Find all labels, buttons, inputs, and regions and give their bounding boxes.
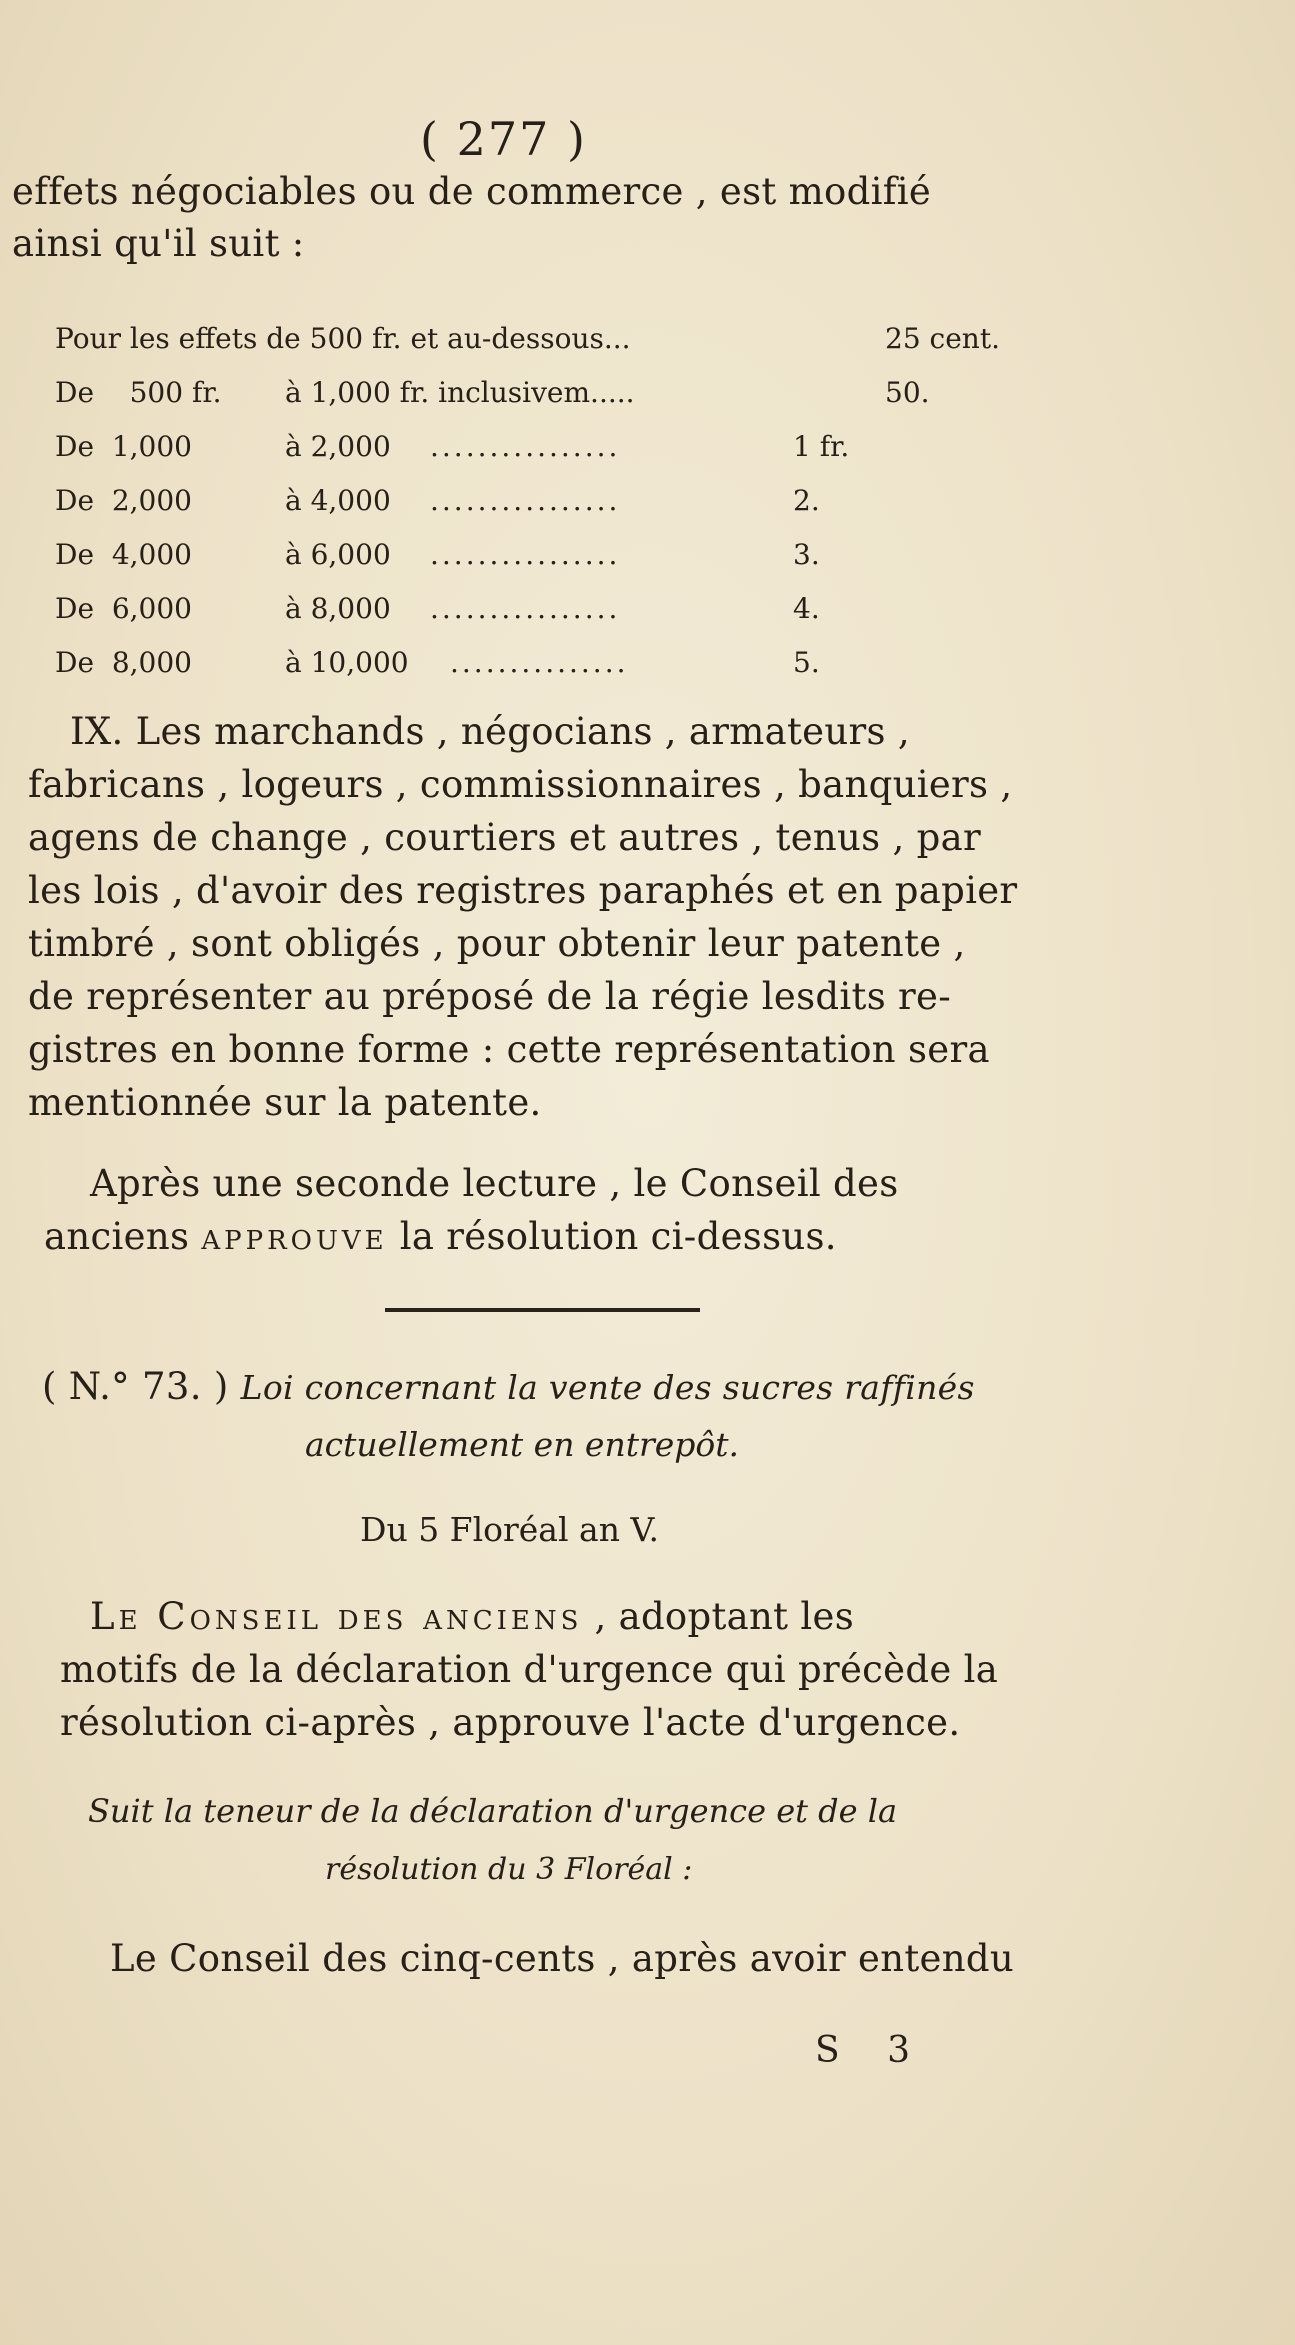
article-ix-line-3: agens de change , courtiers et autres , tenus , par xyxy=(28,816,981,859)
tariff-to: à 6,000 xyxy=(285,538,391,571)
tariff-to: à 8,000 xyxy=(285,592,391,625)
preamble-line-3: résolution ci-après , approuve l'acte d'urgence. xyxy=(60,1701,961,1744)
approval-small-caps: approuve xyxy=(201,1215,388,1258)
tariff-rate: 25 cent. xyxy=(885,322,1000,355)
suite-line-2: résolution du 3 Floréal : xyxy=(325,1852,693,1887)
tariff-from: De 1,000 xyxy=(55,430,192,463)
tariff-from: De 4,000 xyxy=(55,538,192,571)
law-title-line-2: actuellement en entrepôt. xyxy=(305,1425,740,1464)
law-title-line-1 xyxy=(42,1365,975,1408)
tariff-from: De 500 fr. xyxy=(55,376,222,409)
law-number: ( N.° 73. ) xyxy=(42,1365,241,1408)
tariff-rate: 3. xyxy=(793,538,820,571)
tariff-to: à 10,000 xyxy=(285,646,409,679)
tariff-from: De 6,000 xyxy=(55,592,192,625)
tariff-rate: 5. xyxy=(793,646,820,679)
tariff-from: De 8,000 xyxy=(55,646,192,679)
tariff-from: De 2,000 xyxy=(55,484,192,517)
intro-line-1: effets négociables ou de commerce , est modifié xyxy=(12,170,932,213)
tariff-leader-dots: ................ xyxy=(430,484,621,517)
law-date: Du 5 Floréal an V. xyxy=(360,1510,659,1549)
article-ix-line-2: fabricans , logeurs , commissionnaires , banquiers , xyxy=(28,763,1013,806)
page-number: ( 277 ) xyxy=(420,112,587,166)
tariff-leader-dots: ............... xyxy=(450,646,629,679)
article-ix-line-1: IX. Les marchands , négocians , armateurs , xyxy=(70,710,910,753)
article-ix-line-6: de représenter au préposé de la régie lesdits re- xyxy=(28,975,952,1018)
tariff-from: Pour les effets de 500 fr. et au-dessous... xyxy=(55,322,631,355)
approval-line-1: Après une seconde lecture , le Conseil des xyxy=(90,1162,899,1205)
tariff-leader-dots: ................ xyxy=(430,430,621,463)
article-ix-line-8: mentionnée sur la patente. xyxy=(28,1081,542,1124)
article-ix-line-4: les lois , d'avoir des registres paraphés et en papier xyxy=(28,869,1018,912)
tariff-to: à 2,000 xyxy=(285,430,391,463)
preamble-line-2: motifs de la déclaration d'urgence qui précède la xyxy=(60,1648,999,1691)
tariff-to: à 1,000 fr. inclusivem..... xyxy=(285,376,635,409)
tariff-rate: 50. xyxy=(885,376,930,409)
section-divider xyxy=(385,1308,700,1312)
signature-mark: S 3 xyxy=(815,2030,929,2071)
tariff-rate: 2. xyxy=(793,484,820,517)
preamble-line-1: Le Conseil des anciens , adoptant les xyxy=(90,1595,854,1638)
tariff-to: à 4,000 xyxy=(285,484,391,517)
approval-line-2: anciens approuve la résolution ci-dessus. xyxy=(44,1215,837,1258)
tariff-rate: 1 fr. xyxy=(793,430,850,463)
tariff-leader-dots: ................ xyxy=(430,538,621,571)
tariff-rate: 4. xyxy=(793,592,820,625)
tariff-leader-dots: ................ xyxy=(430,592,621,625)
article-ix-line-5: timbré , sont obligés , pour obtenir leur patente , xyxy=(28,922,966,965)
article-ix-line-7: gistres en bonne forme : cette représentation sera xyxy=(28,1028,990,1071)
law-title: Loi concernant la vente des sucres raffinés xyxy=(240,1368,975,1407)
intro-line-2: ainsi qu'il suit : xyxy=(12,222,305,265)
final-line: Le Conseil des cinq-cents , après avoir entendu xyxy=(110,1937,1014,1980)
suite-line-1: Suit la teneur de la déclaration d'urgence et de la xyxy=(88,1792,898,1830)
preamble-small-caps: Le Conseil des anciens xyxy=(90,1595,583,1638)
